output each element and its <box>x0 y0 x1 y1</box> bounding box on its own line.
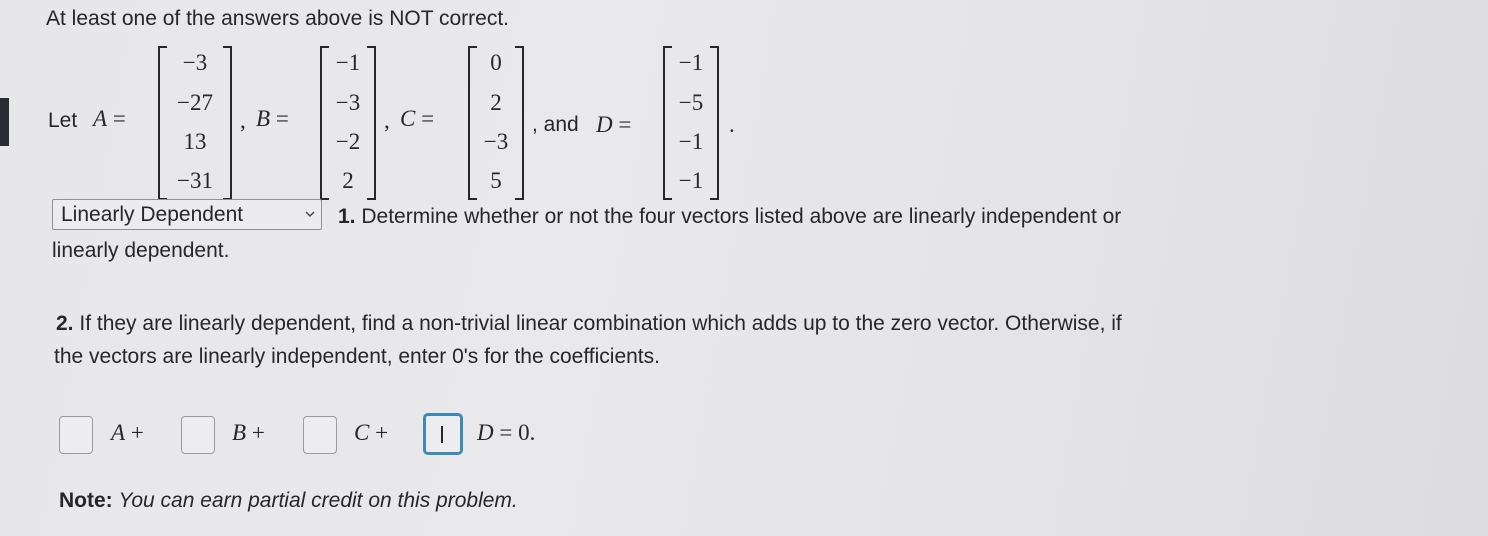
vector-c-entry: −3 <box>483 129 509 154</box>
vector-a-entry: 13 <box>183 129 207 154</box>
vector-d-entry: −5 <box>678 90 704 115</box>
coefficient-a-input[interactable] <box>59 416 93 454</box>
part1-text-line2: linearly dependent. <box>52 239 230 262</box>
part2-number: 2. <box>56 312 74 335</box>
vector-d-entry: −1 <box>678 168 704 193</box>
var-b-label: B = <box>256 106 289 131</box>
term-b-label: B + <box>232 420 265 445</box>
term-c-label: C + <box>354 420 389 445</box>
dependence-dropdown[interactable] <box>52 199 322 230</box>
chevron-down-icon <box>305 209 315 219</box>
left-edge-bar <box>0 98 9 146</box>
vector-d-entry: −1 <box>678 50 704 75</box>
vector-a <box>158 46 232 200</box>
var-d-label: D = <box>596 112 632 137</box>
vector-b-entry: 2 <box>342 168 354 193</box>
status-message: At least one of the answers above is NOT correct. <box>46 7 509 30</box>
vector-d-entry: −1 <box>678 129 704 154</box>
vector-a-entry: −27 <box>177 90 213 115</box>
comma: , <box>240 108 246 133</box>
comma: , <box>384 108 390 133</box>
vector-b-entry: −1 <box>335 50 361 75</box>
var-c-label: C = <box>400 106 435 131</box>
vector-b <box>320 46 376 200</box>
part2-text-line2: the vectors are linearly independent, enter 0's for the coefficients. <box>54 345 660 368</box>
coefficient-c-input[interactable] <box>303 416 337 454</box>
and-label: , and <box>532 113 579 136</box>
vector-d <box>663 46 719 200</box>
vector-c-entry: 5 <box>490 168 502 193</box>
term-d-label: D = 0. <box>477 420 536 445</box>
period: . <box>729 112 735 137</box>
text-caret <box>441 426 443 443</box>
term-a-label: A + <box>111 420 144 445</box>
vector-c-entry: 0 <box>490 50 502 75</box>
partial-credit-note <box>59 488 518 513</box>
coefficient-d-input[interactable] <box>423 413 463 455</box>
var-a-label: A = <box>93 106 126 131</box>
part1-text-line1: Determine whether or not the four vectors listed above are linearly independent or <box>361 205 1122 228</box>
dropdown-selected-value: Linearly Dependent <box>61 203 244 226</box>
part1-number: 1. <box>338 205 356 228</box>
vector-b-entry: −2 <box>335 129 361 154</box>
part2-text-line1: If they are linearly dependent, find a non-trivial linear combination which adds up to the zero vector. Otherwise, if <box>79 312 1122 335</box>
let-label: Let <box>48 109 78 132</box>
vector-b-entry: −3 <box>335 90 361 115</box>
note-text: You can earn partial credit on this problem. <box>118 489 518 512</box>
coefficient-b-input[interactable] <box>181 416 215 454</box>
part1-question <box>338 204 1121 229</box>
vector-a-entry: −3 <box>182 50 208 75</box>
vector-c-entry: 2 <box>490 90 502 115</box>
note-label: Note: <box>59 489 113 512</box>
part2-question <box>56 311 1122 336</box>
vector-a-entry: −31 <box>177 168 213 193</box>
vector-c <box>468 46 524 200</box>
